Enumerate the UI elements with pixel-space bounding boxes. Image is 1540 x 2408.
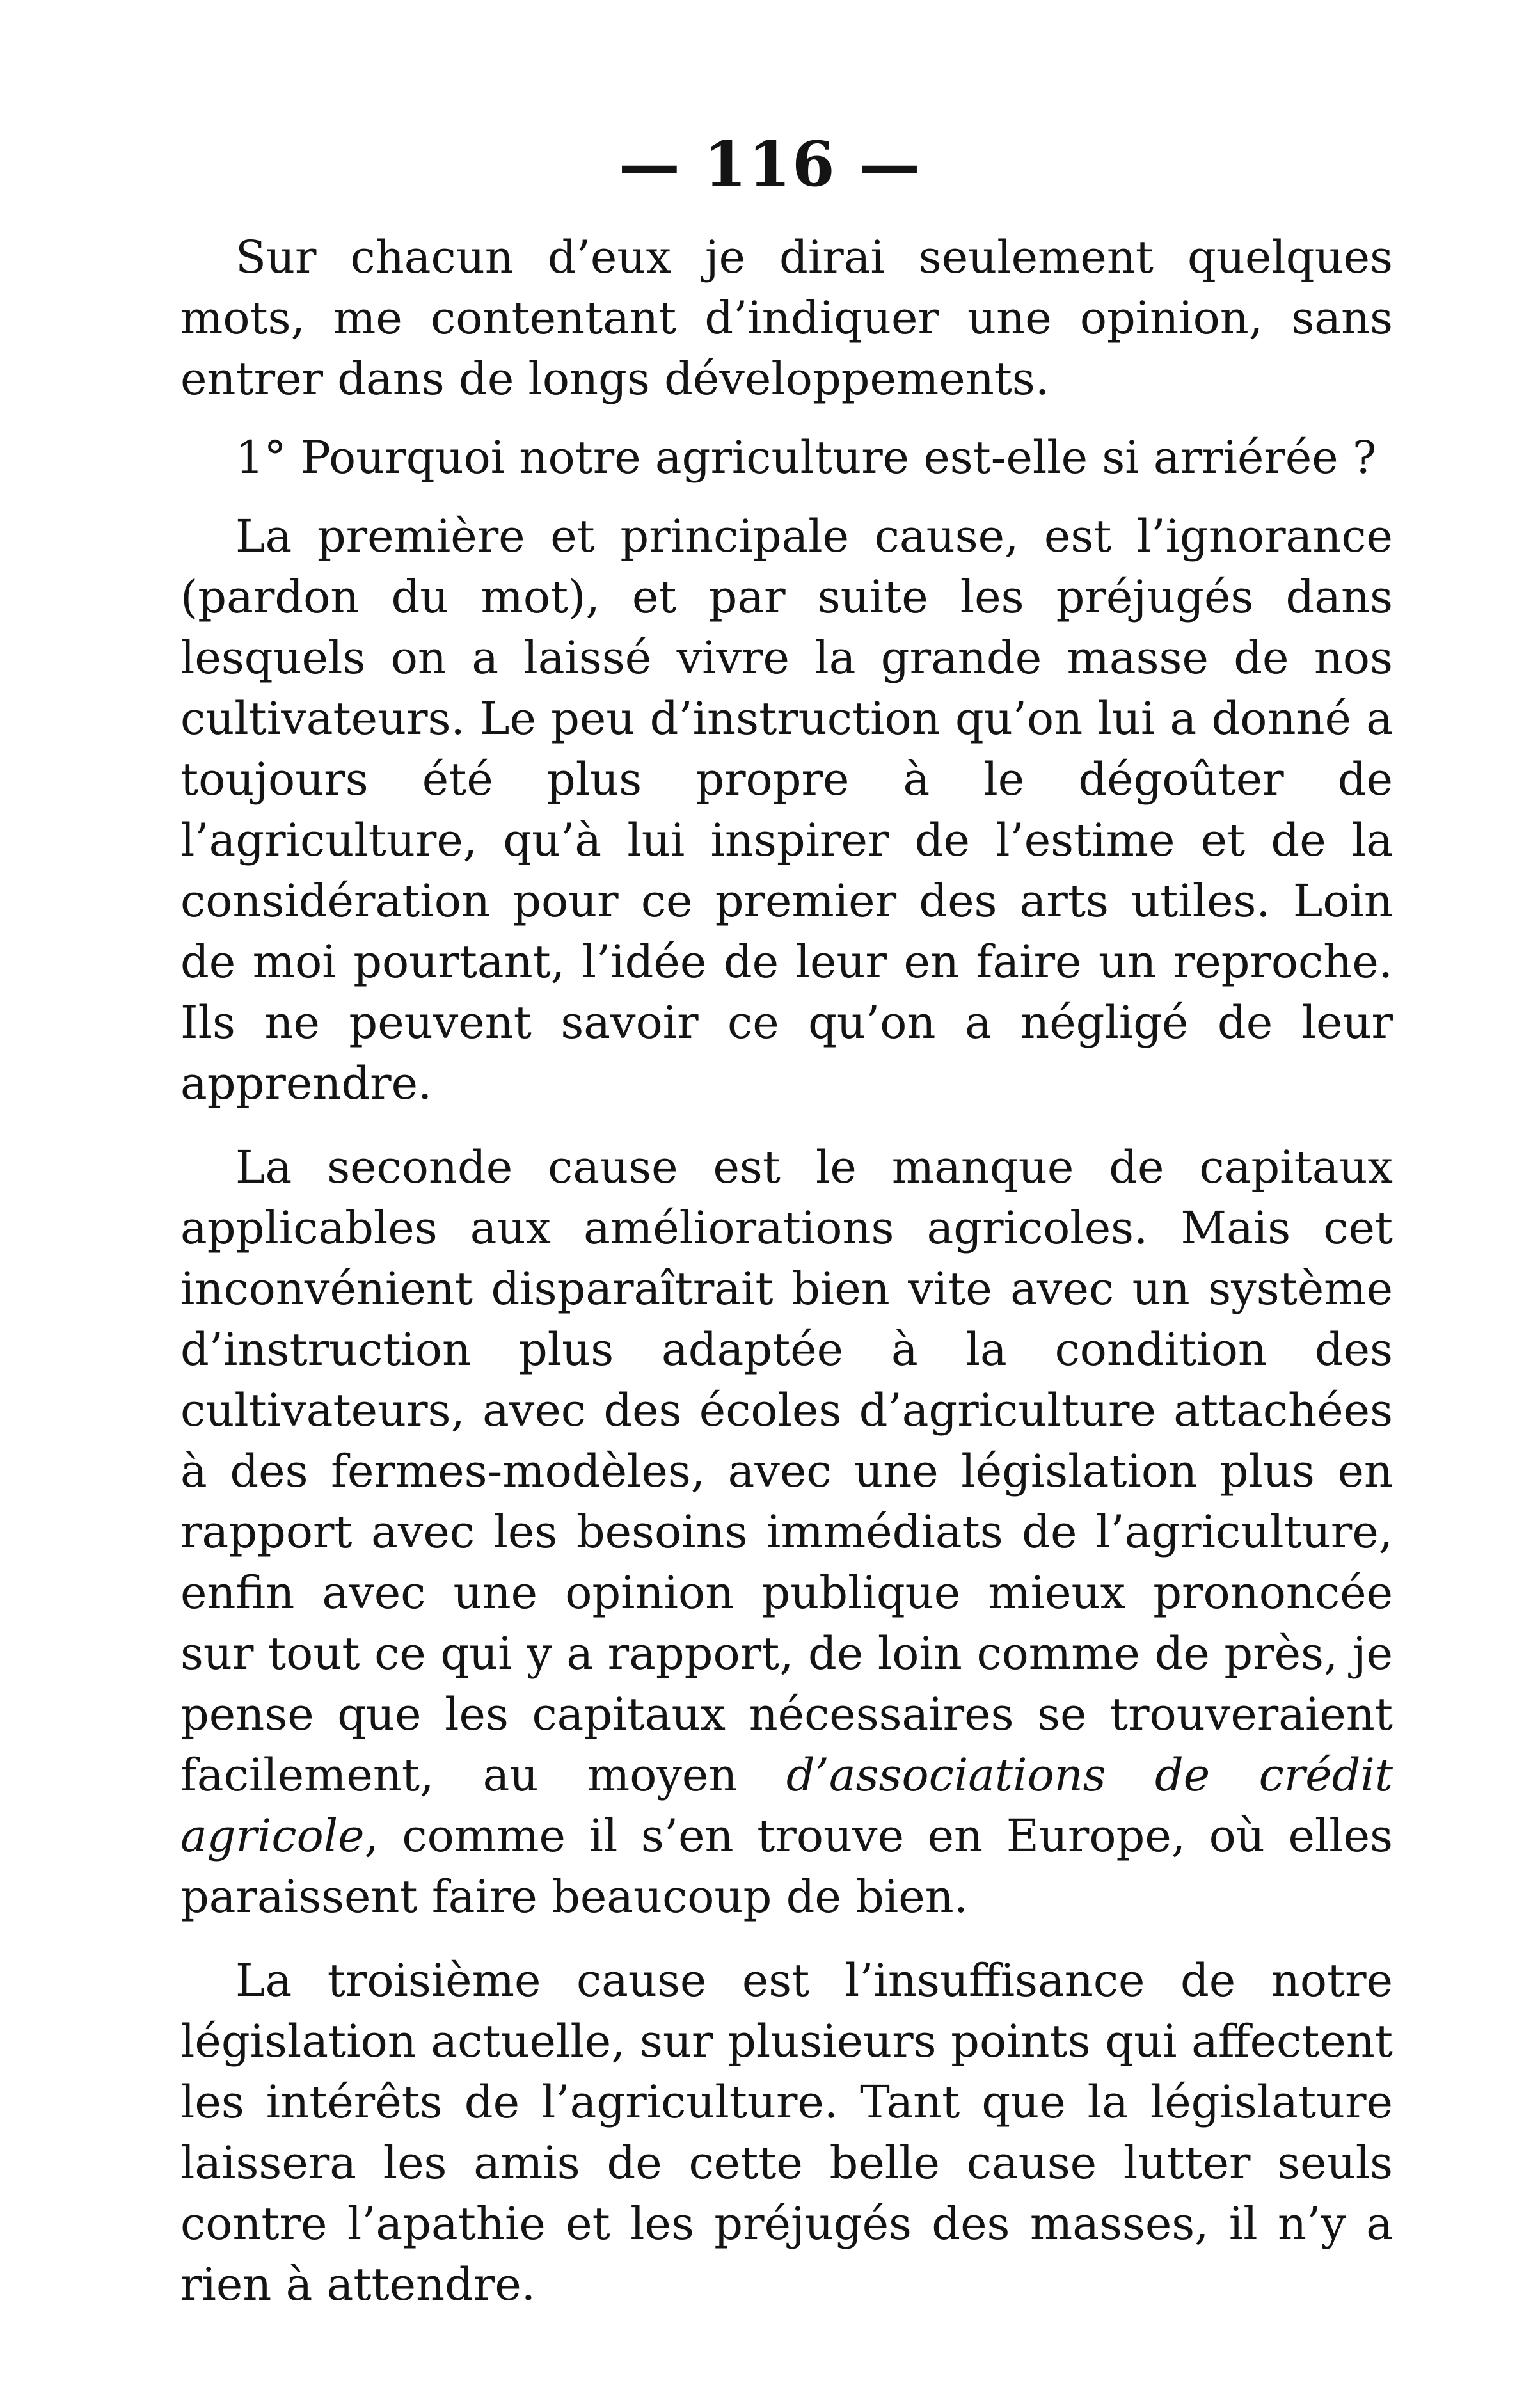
section-question: 1° Pourquoi notre agriculture est-elle si arriérée ? (235, 431, 1377, 484)
body-text (180, 227, 1393, 2315)
paragraph-second-cause-text: La seconde cause est le manque de capitaux applicables aux améliorations agricoles. Mais cet inconvénient disparaîtrait bien vite avec un système d’instruction plus adaptée à la condition des cultivateurs, avec des écoles d’agriculture attachées à des fermes-modèles, avec une législation plus en rapport avec les besoins immédiats de l’agriculture, enfin avec une opinion publique mieux prononcée sur tout ce qui y a rapport, de loin comme de près, je pense que les capitaux nécessaires se trouveraient facilement, au moyen (180, 1141, 1393, 1801)
paragraph-first-cause: La première et principale cause, est l’ignorance (pardon du mot), et par suite les préjugés dans lesquels on a laissé vivre la grande masse de nos cultivateurs. Le peu d’instruction qu’on lui a donné a toujours été plus propre à le dégoûter de l’agriculture, qu’à lui inspirer de l’estime et de la considération pour ce premier des arts utiles. Loin de moi pourtant, l’idée de leur en faire un reproche. Ils ne peuvent savoir ce qu’on a négligé de leur apprendre. (180, 510, 1393, 1110)
paragraph-intro: Sur chacun d’eux je dirai seulement quelques mots, me contentant d’indiquer une opinion, sans entrer dans de longs développements. (180, 231, 1393, 405)
paragraph-second-cause-end: , comme il s’en trouve en Europe, où elles paraissent faire beaucoup de bien. (180, 1810, 1393, 1923)
paragraph-third-cause: La troisième cause est l’insuffisance de notre législation actuelle, sur plusieurs points qui affectent les intérêts de l’agriculture. Tant que la législature laissera les amis de cette belle cause lutter seuls contre l’apathie et les préjugés des masses, il n’y a rien à attendre. (180, 1954, 1393, 2311)
paragraph-second-cause (180, 1137, 1393, 1927)
page-number: — 116 — (618, 128, 922, 200)
italic-phrase: d’associations de crédit agricole (180, 1749, 1393, 1862)
